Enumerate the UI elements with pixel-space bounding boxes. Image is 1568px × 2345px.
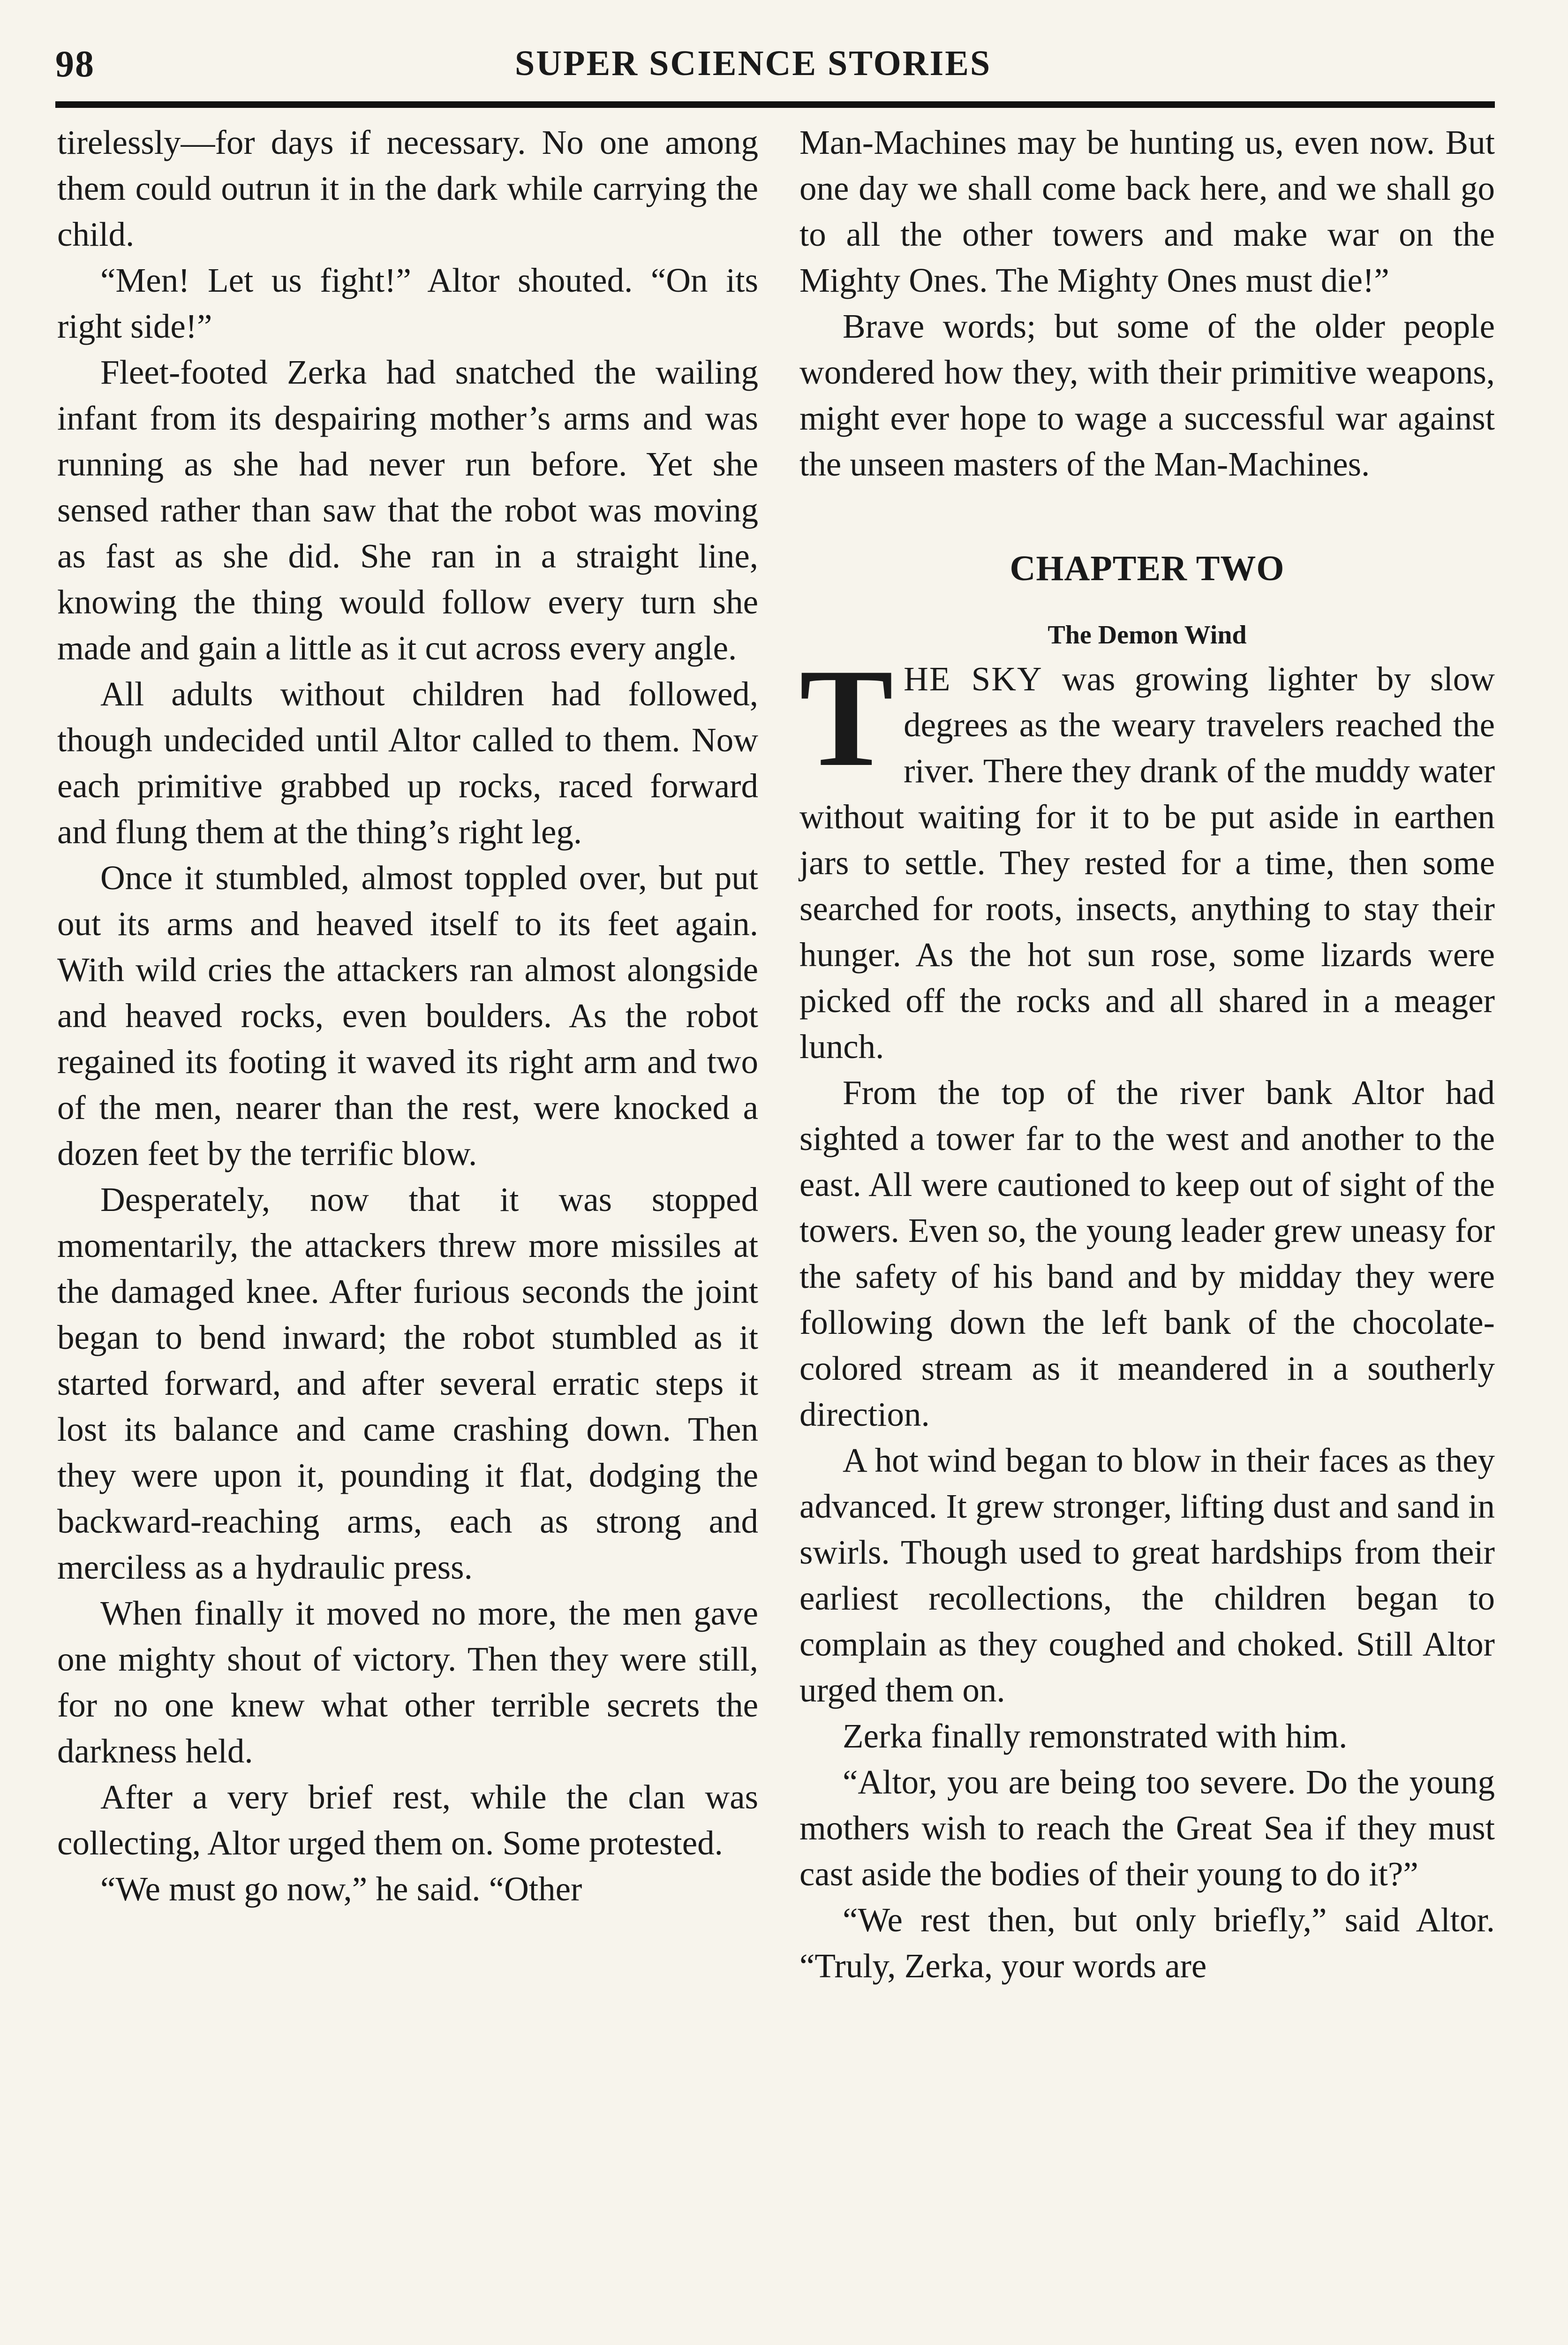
paragraph: “We must go now,” he said. “Other	[100, 1870, 582, 1908]
paragraph: Desperately, now that it was stopped momentarily, the attackers threw more missiles at the damaged knee. After furious seconds the joint began to bend inward; the robot stumbled as it started forward, and after several erratic steps it lost its balance and came crashing down. Then they were upon it, pounding it flat, dodging the backward-reaching arms, each as strong and merciless as a hydraulic press.	[57, 1180, 758, 1586]
right-column	[799, 120, 1495, 1989]
paragraph: After a very brief rest, while the clan was collecting, Altor urged them on. Some protested.	[57, 1778, 758, 1862]
paragraph: Man-Machines may be hunting us, even now. But one day we shall come back here, and we shall go to all the other towers and make war on the Mighty Ones. The Mighty Ones must die!”	[799, 123, 1495, 299]
paragraph: When finally it moved no more, the men gave one mighty shout of victory. Then they were still, for no one knew what other terrible secrets the darkness held.	[57, 1594, 758, 1770]
opening-text: was growing lighter by slow degrees as the weary travelers reached the river. There they drank of the muddy water without waiting for it to be put aside in earthen jars to settle. They rested for a time, then some searched for roots, insects, anything to stay their hunger. As the hot sun rose, some lizards were picked off the rocks and all shared in a meager lunch.	[799, 660, 1495, 1066]
paragraph: From the top of the river bank Altor had sighted a tower far to the west and another to the east. All were cautioned to keep out of sight of the towers. Even so, the young leader grew uneasy for the safety of his band and by midday they were following down the left bank of the chocolate-colored stream as it meandered in a southerly direction.	[799, 1074, 1495, 1433]
running-head: SUPER SCIENCE STORIES	[515, 44, 992, 83]
paragraph: Once it stumbled, almost toppled over, but put out its arms and heaved itself to its feet again. With wild cries the attackers ran almost alongside and heaved rocks, even boulders. As the robot regained its footing it waved its right arm and two of the men, nearer than the rest, were knocked a dozen feet by the terrific blow.	[57, 859, 758, 1172]
paragraph: “We rest then, but only briefly,” said Altor. “Truly, Zerka, your words are	[799, 1901, 1495, 1985]
chapter-title: CHAPTER TWO	[1010, 549, 1285, 588]
paragraph: Brave words; but some of the older people wondered how they, with their primitive weapons, might ever hope to wage a successful war against the unseen masters of the Man-Machines.	[799, 307, 1495, 483]
header-rule	[55, 101, 1495, 108]
paragraph: “Altor, you are being too severe. Do the young mothers wish to reach the Great Sea if they must cast aside the bodies of their young to do it?”	[799, 1763, 1495, 1893]
page-header	[55, 43, 1495, 95]
paragraph: “Men! Let us fight!” Altor shouted. “On its right side!”	[57, 261, 758, 345]
paragraph: Fleet-footed Zerka had snatched the wailing infant from its despairing mother’s arms and was running as she had never run before. Yet she sensed rather than saw that the robot was moving as fast as she did. She ran in a straight line, knowing the thing would follow every turn she made and gain a little as it cut across every angle.	[57, 353, 758, 667]
paragraph: All adults without children had followed, though undecided until Altor called to them. Now each primitive grabbed up rocks, raced forward and flung them at the thing’s right leg.	[57, 675, 758, 851]
paragraph: Zerka finally remonstrated with him.	[843, 1717, 1348, 1755]
paragraph: tirelessly—for days if necessary. No one among them could outrun it in the dark while carrying the child.	[57, 123, 758, 253]
drop-cap: T	[799, 640, 894, 795]
page-number: 98	[55, 44, 95, 85]
chapter-opening-paragraph	[799, 640, 1495, 1070]
left-column	[57, 120, 758, 1912]
paragraph: A hot wind began to blow in their faces as they advanced. It grew stronger, lifting dust and sand in swirls. Though used to great hardships from their earliest recollections, the children began to complain as they coughed and choked. Still Altor urged them on.	[799, 1441, 1495, 1709]
opening-small-caps: HE SKY	[904, 660, 1043, 698]
chapter-subtitle: The Demon Wind	[1048, 620, 1247, 650]
